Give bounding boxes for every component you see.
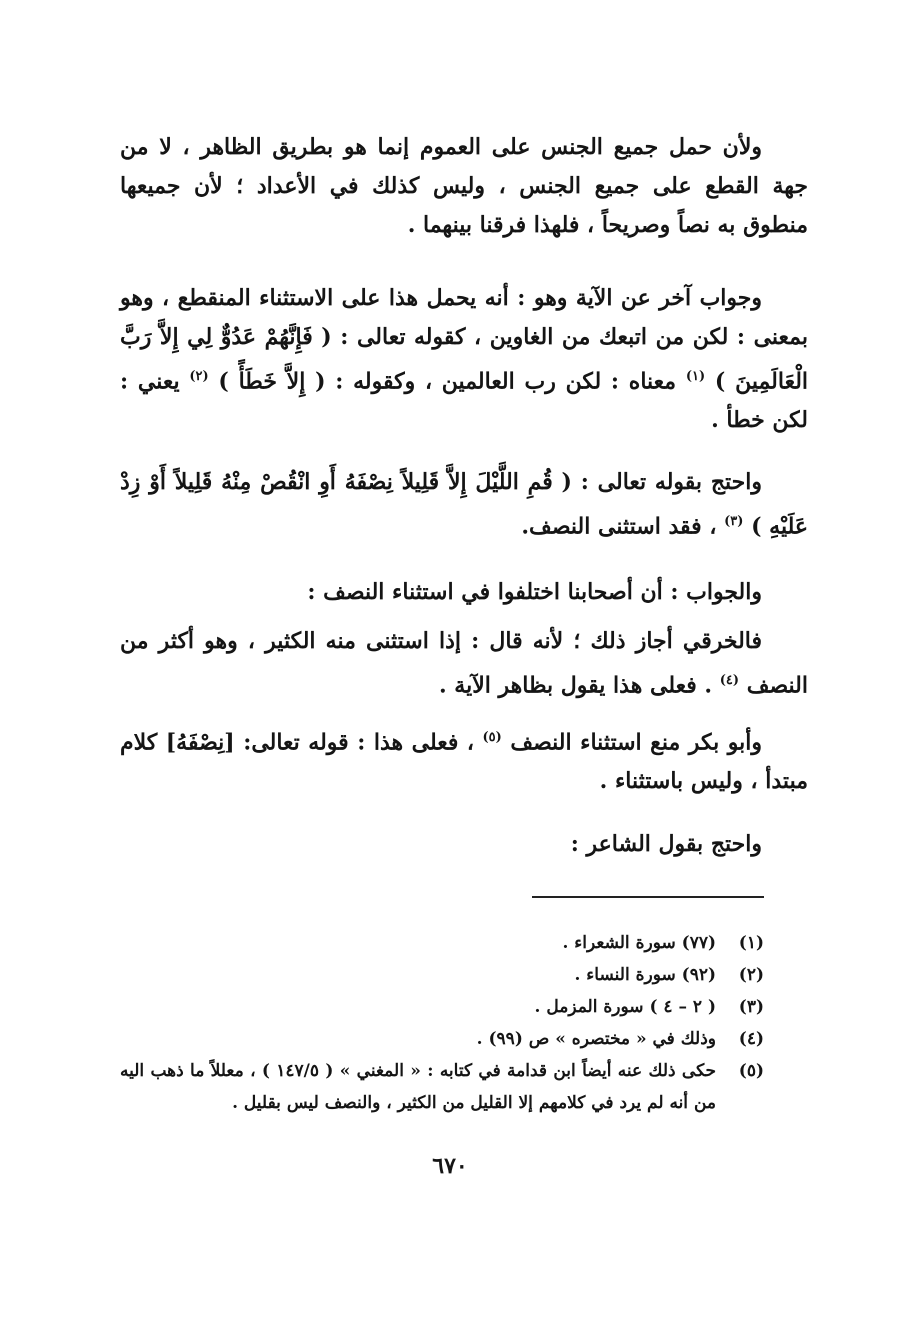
paragraph-2-text-c: يعني : لكن خطأ . [120, 368, 808, 434]
paragraph-3-text-b: ، فقد استثنى النصف. [521, 513, 717, 540]
paragraph-4 [120, 573, 808, 612]
footnote-4 [120, 1023, 808, 1055]
paragraph-1 [120, 128, 808, 245]
paragraph-1-text: ولأن حمل جميع الجنس على العموم إنما هو بطريق الظاهر ، لا من جهة القطع على جميع الجنس ، وليس كذلك في الأعداد ؛ لأن جميعها منطوق به نصاً وصريحاً ، فلهذا فرقنا بينهما . [120, 134, 808, 238]
footnote-text: (٧٧) سورة الشعراء . [562, 933, 716, 953]
paragraph-3-text-a: واحتج بقوله تعالى : ( قُمِ اللَّيْلَ إِلاَّ قَلِيلاً نِصْفَهُ أَوِ انْقُصْ مِنْهُ قَلِيلاً أَوْ زِدْ عَلَيْهِ ) [120, 469, 808, 540]
footnote-number: (٢) [738, 965, 764, 985]
paragraph-6 [120, 718, 808, 801]
footnote-2 [120, 959, 808, 991]
paragraph-4-text: والجواب : أن أصحابنا اختلفوا في استثناء النصف : [307, 579, 762, 605]
footnote-ref-3: (٣) [724, 514, 744, 529]
paragraph-6-text-a: وأبو بكر منع استثناء النصف [510, 729, 762, 756]
paragraph-5 [120, 622, 808, 705]
footnote-number: (٤) [738, 1029, 764, 1049]
footnote-ref-4: (٤) [719, 673, 740, 688]
paragraph-3 [120, 463, 808, 546]
paragraph-2 [120, 279, 808, 440]
footnote-number: (٥) [738, 1061, 764, 1081]
footnote-5 [120, 1055, 808, 1119]
paragraph-7-text: واحتج بقول الشاعر : [570, 831, 762, 857]
footnote-ref-1: (١) [685, 369, 706, 384]
footnote-ref-2: (٢) [189, 369, 209, 384]
footnote-text: (٩٢) سورة النساء . [574, 965, 716, 985]
footnote-1 [120, 927, 808, 959]
footnote-text: ( ٢ – ٤ ) سورة المزمل . [534, 997, 716, 1017]
paragraph-2-text-a: وجواب آخر عن الآية وهو : أنه يحمل هذا على الاستثناء المنقطع ، وهو بمعنى : لكن من اتبعك من الغاوين ، كقوله تعالى : ( فَإِنَّهُمْ عَدُوٌّ لِي إِلاَّ رَبَّ الْعَالَمِينَ ) [120, 285, 809, 395]
paragraph-2-text-b: معناه : لكن رب العالمين ، وكقوله : ( إِلاَّ خَطَأً ) [218, 368, 677, 395]
footnote-number: (١) [738, 933, 764, 953]
paragraph-5-text-a: فالخرقي أجاز ذلك ؛ لأنه قال : إذا استثنى منه الكثير ، وهو أكثر من النصف [120, 628, 808, 699]
footnotes [120, 927, 808, 1119]
footnote-text: حكى ذلك عنه أيضاً ابن قدامة في كتابه : « المغني » ( ١٤٧/٥ ) ، معللاً ما ذهب اليه من أنه لم يرد في كلامهم إلا القليل من الكثير ، والنصف ليس بقليل . [120, 1061, 716, 1113]
footnote-3 [120, 991, 808, 1023]
paragraph-6-text-b: ، فعلى هذا : قوله تعالى: [نِصْفَهُ] كلام مبتدأ ، وليس باستثناء . [120, 729, 808, 795]
footnote-number: (٣) [738, 997, 764, 1017]
paragraph-7 [120, 825, 808, 864]
footnote-divider [532, 896, 764, 898]
footnote-ref-5: (٥) [482, 730, 502, 745]
footnote-text: وذلك في « مختصره » ص (٩٩) . [476, 1029, 716, 1049]
page-number: ٦٧٠ [432, 1153, 468, 1179]
paragraph-5-text-b: . فعلى هذا يقول بظاهر الآية . [438, 672, 713, 699]
